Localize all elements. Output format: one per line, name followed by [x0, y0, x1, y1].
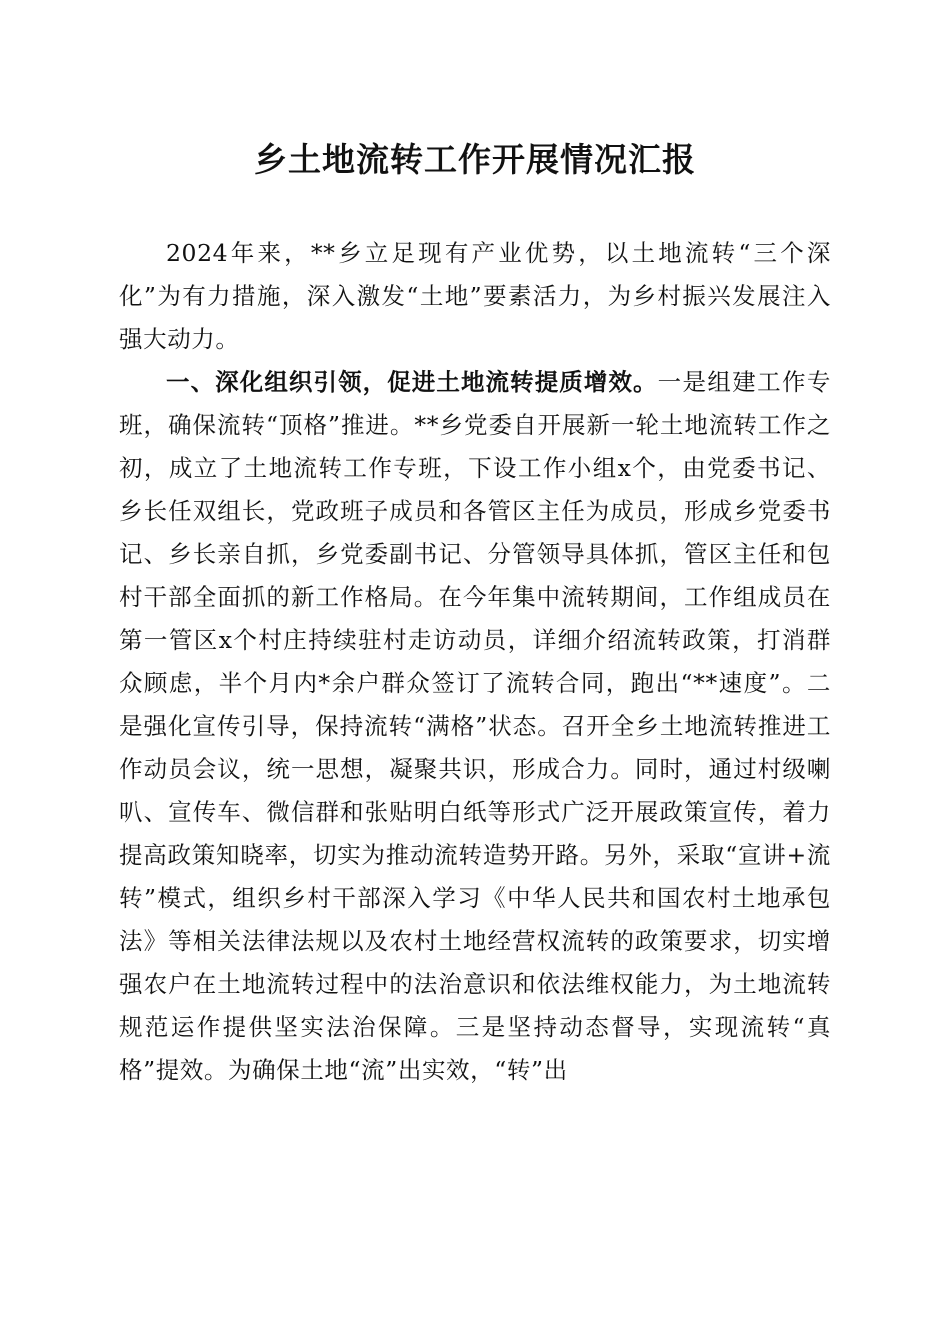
section-one-heading: 一、深化组织引领，促进土地流转提质增效。: [166, 368, 658, 396]
section-one-text: 一是组建工作专班，确保流转“顶格”推进。**乡党委自开展新一轮土地流转工作之初，成立了土地流转工作专班，下设工作小组x个，由党委书记、乡长任双组长，党政班子成员和各管区主任为成员，形成乡党委书记、乡长亲自抓，乡党委副书记、分管领导具体抓，管区主任和包村干部全面抓的新工作格局。在今年集中流转期间，工作组成员在第一管区x个村庄持续驻村走访动员，详细介绍流转政策，打消群众顾虑，半个月内*余户群众签订了流转合同，跑出“**速度”。二是强化宣传引导，保持流转“满格”状态。召开全乡土地流转推进工作动员会议，统一思想，凝聚共识，形成合力。同时，通过村级喇叭、宣传车、微信群和张贴明白纸等形式广泛开展政策宣传，着力提高政策知晓率，切实为推动流转造势开路。另外，采取“宣讲+流转”模式，组织乡村干部深入学习《中华人民共和国农村土地承包法》等相关法律法规以及农村土地经营权流转的政策要求，切实增强农户在土地流转过程中的法治意识和依法维权能力，为土地流转规范运作提供坚实法治保障。三是坚持动态督导，实现流转“真格”提效。为确保土地“流”出实效，“转”出: [119, 368, 832, 1084]
intro-paragraph: [119, 232, 831, 361]
document-title: 乡土地流转工作开展情况汇报: [254, 140, 696, 179]
intro-paragraph-text: 2024年来，**乡立足现有产业优势，以土地流转“三个深化”为有力措施，深入激发“土地”要素活力，为乡村振兴发展注入强大动力。: [119, 239, 831, 353]
section-one-paragraph: [119, 361, 831, 1092]
